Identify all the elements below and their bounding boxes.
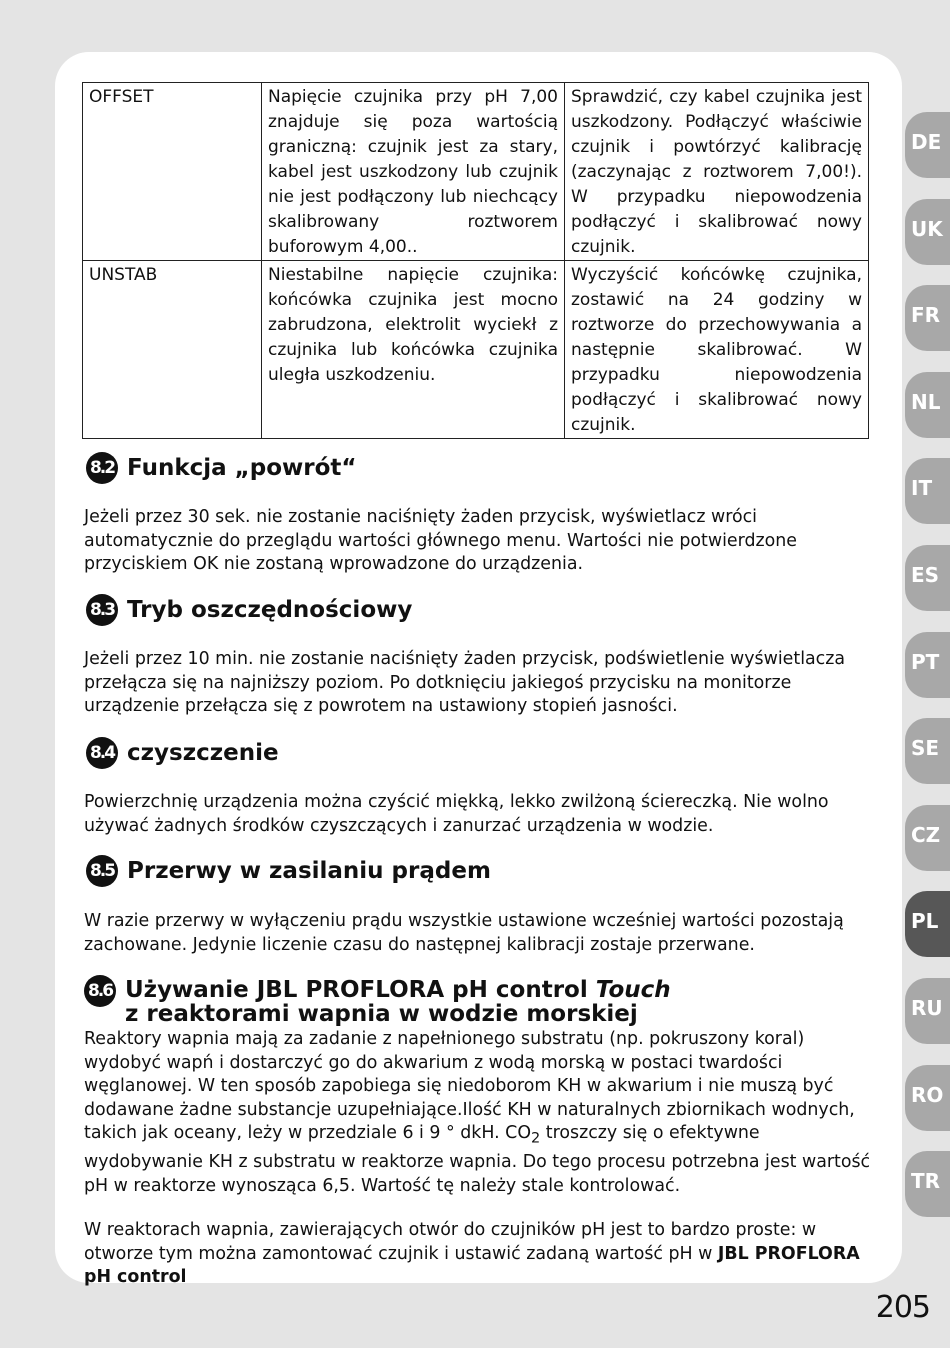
section-number-badge: 8.5 bbox=[86, 855, 118, 887]
title-part: Używanie JBL PROFLORA pH control bbox=[125, 977, 596, 1003]
text-part: Reaktory wapnia mają za zadanie z napełnionego substratu (np. pokruszony koral) wydobyć wapń i dostarczyć go do akwarium z wodą morską w postaci twardości węglanowej. W ten sposób zapobiega się niedoborom KH w akwarium i nie muszą być dodawane żadne substancje uzupełniające.Ilość KH w naturalnych zbiornikach wodnych, takich jak oceany, leży w przedziale 6 i 9 ° dkH. CO bbox=[84, 1029, 855, 1144]
section-text: W razie przerwy w wyłączeniu prądu wszystkie ustawione wcześniej wartości pozostają zachowane. Jedynie liczenie czasu do następnej kalibracji zostaje przerwane. bbox=[84, 911, 844, 955]
section-heading bbox=[86, 452, 357, 484]
title-part: z reaktorami wapnia w wodzie morskiej bbox=[125, 1001, 638, 1027]
title-part: Touch bbox=[595, 977, 671, 1003]
section-text bbox=[84, 1219, 874, 1290]
section-title bbox=[125, 975, 671, 1026]
section-number-badge: 8.2 bbox=[86, 452, 118, 484]
section-heading bbox=[86, 737, 279, 769]
language-tab-cz[interactable]: CZ bbox=[905, 805, 950, 871]
section-number-badge: 8.4 bbox=[86, 737, 118, 769]
language-tab-it[interactable]: IT bbox=[905, 458, 950, 524]
table-row bbox=[83, 261, 869, 439]
section-number-badge: 8.6 bbox=[84, 975, 116, 1007]
language-tab-ro[interactable]: RO bbox=[905, 1065, 950, 1131]
section-heading bbox=[84, 975, 671, 1026]
section-text bbox=[84, 1028, 874, 1199]
section-text: Powierzchnię urządzenia można czyścić miękką, lekko zwilżoną ściereczką. Nie wolno używać żadnych środków czyszczących i zanurzać urządzenia w wodzie. bbox=[84, 792, 829, 836]
text-part: troszczy się o efektywne wydobywanie KH z substratu w reaktorze wapnia. Do tego procesu potrzebna jest wartość pH w reaktorze wynosząca 6,5. Wartość tę należy stale kontrolować. bbox=[84, 1123, 871, 1197]
error-cause: Niestabilne napięcie czujnika: końcówka czujnika jest mocno zabrudzona, elektrolit wyciekł z czujnika lub końcówka czujnika uległa uszkodzeniu. bbox=[262, 261, 565, 439]
error-fix: Sprawdzić, czy kabel czujnika jest uszkodzony. Podłączyć właściwie czujnik i powtórzyć kalibrację (zaczynając z roztworem 7,00!). W przypadku niepowodzenia podłączyć i skalibrować nowy czujnik. bbox=[565, 83, 869, 261]
error-code: OFFSET bbox=[83, 83, 262, 261]
page-number: 205 bbox=[875, 1290, 930, 1325]
language-tab-ru[interactable]: RU bbox=[905, 978, 950, 1044]
language-tab-se[interactable]: SE bbox=[905, 718, 950, 784]
language-tab-fr[interactable]: FR bbox=[905, 285, 950, 351]
section-text: Jeżeli przez 30 sek. nie zostanie naciśnięty żaden przycisk, wyświetlacz wróci automatycznie do przeglądu wartości głównego menu. Wartości nie potwierdzone przyciskiem OK nie zostaną wprowadzone do urządzenia. bbox=[84, 507, 797, 575]
section-heading bbox=[86, 855, 491, 887]
section-title: Przerwy w zasilaniu prądem bbox=[127, 858, 491, 884]
language-tab-pl[interactable]: PL bbox=[905, 891, 950, 957]
text-part: JBL PROFLORA pH control bbox=[84, 1243, 860, 1288]
error-fix: Wyczyścić końcówkę czujnika, zostawić na 24 godziny w roztworze do przechowywania a następnie skalibrować. W przypadku niepowodzenia podłączyć i skalibrować nowy czujnik. bbox=[565, 261, 869, 439]
section-title: Funkcja „powrót“ bbox=[127, 455, 357, 481]
error-code: UNSTAB bbox=[83, 261, 262, 439]
section-text: Jeżeli przez 10 min. nie zostanie naciśnięty żaden przycisk, podświetlenie wyświetlacza przełącza się na najniższy poziom. Po dotknięciu jakiegoś przycisku na monitorze urządzenie przełącza się z powrotem na ustawiony stopień jasności. bbox=[84, 649, 846, 717]
section-title: czyszczenie bbox=[127, 740, 279, 766]
text-part: 2 bbox=[531, 1130, 541, 1147]
section-number-badge: 8.3 bbox=[86, 594, 118, 626]
language-tab-tr[interactable]: TR bbox=[905, 1151, 950, 1217]
language-tab-pt[interactable]: PT bbox=[905, 632, 950, 698]
language-tab-de[interactable]: DE bbox=[905, 112, 950, 178]
section-heading bbox=[86, 594, 412, 626]
error-table bbox=[82, 82, 869, 439]
error-cause: Napięcie czujnika przy pH 7,00 znajduje się poza wartością graniczną: czujnik jest za stary, kabel jest uszkodzony lub czujnik nie jest podłączony lub niechcący skalibrowany roztworem buforowym 4,00.. bbox=[262, 83, 565, 261]
language-tab-uk[interactable]: UK bbox=[905, 199, 950, 265]
section-title: Tryb oszczędnościowy bbox=[127, 597, 413, 623]
language-tab-es[interactable]: ES bbox=[905, 545, 950, 611]
text-part: W reaktorach wapnia, zawierających otwór do czujników pH jest to bardzo proste: w otworze tym można zamontować czujnik i ustawić zadaną wartość pH w bbox=[84, 1220, 817, 1264]
table-row bbox=[83, 83, 869, 261]
language-tab-nl[interactable]: NL bbox=[905, 372, 950, 438]
